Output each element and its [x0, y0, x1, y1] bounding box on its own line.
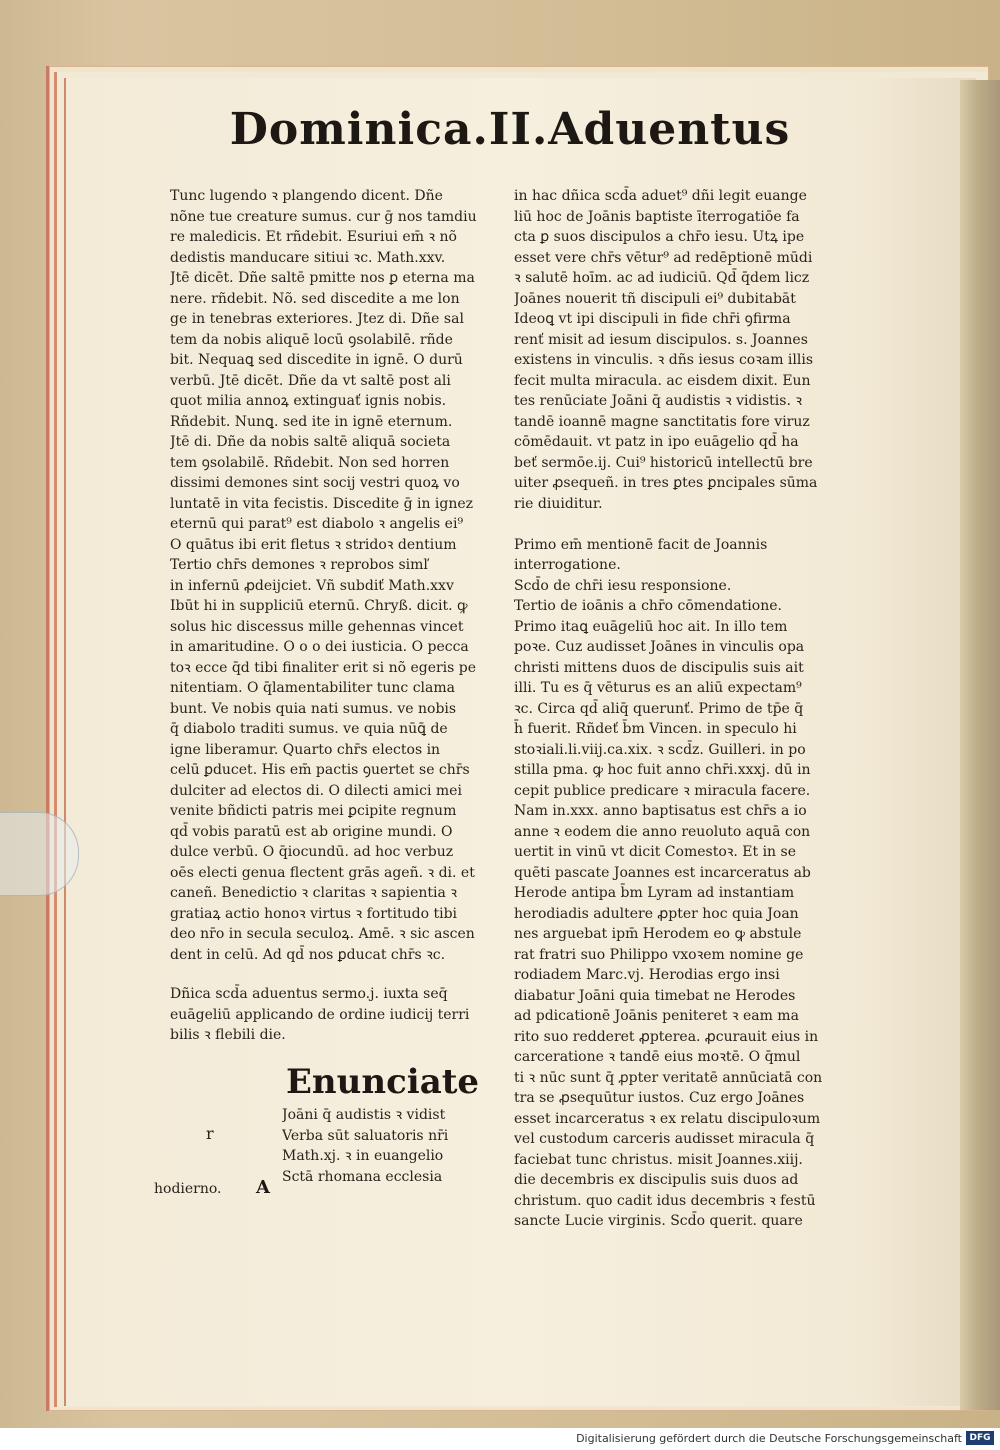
text-line: Jtē dicēt. Dñe saltē pmitte nos ꝑ eterna ma: [170, 270, 475, 286]
text-line: Jtē di. Dñe da nobis saltē aliquā societa: [170, 434, 451, 450]
text-line: Dñica scd̄a aduentus sermo.j. iuxta seq̄: [170, 986, 448, 1002]
text-line: dedistis manducare sitiui ꝛc. Math.xxv.: [170, 249, 446, 266]
text-line: quot milia annoꝝ extinguať ignis nobis.: [170, 393, 447, 409]
text-line: Math.xj. ꝛ in euangelio: [282, 1148, 444, 1164]
text-line: tem ꝯsolabilē. Rñdebit. Non sed horren: [170, 454, 450, 471]
footer-credit: Digitalisierung gefördert durch die Deutsche Forschungsgemeinschaft: [576, 1432, 962, 1445]
text-line: in infernū ꝓdeijciet. Vñ subdiť Math.xxv: [170, 577, 454, 594]
text-line: poꝛe. Cuz audisset Joānes in vinculis opa: [514, 639, 805, 655]
text-line: diabatur Joāni quia timebat ne Herodes: [514, 987, 796, 1004]
text-line: Nam in.xxx. anno baptisatus est chr̄s a io: [514, 803, 807, 819]
left-bottom-text: [282, 1105, 448, 1187]
text-line: oēs electi genua flectent grās ageñ. ꝛ di. et: [170, 864, 475, 881]
dfg-logo: DFG: [966, 1431, 994, 1445]
text-line: bilis ꝛ flebili die.: [170, 1027, 286, 1043]
text-line: dissimi demones sint socij vestri quoꝝ vo: [170, 475, 460, 491]
text-line: existens in vinculis. ꝛ dñs iesus coꝛam illis: [514, 352, 814, 368]
text-line: dulce verbū. O q̄iocundū. ad hoc verbuz: [170, 844, 454, 860]
text-line: bit. Nequaꝗ sed discedite in ignē. O durū: [170, 352, 463, 368]
text-line: rat fratri suo Philippo vxoꝛem nomine ge: [514, 946, 804, 963]
text-line: ti ꝛ nūc sunt q̄ ꝓpter veritatē annūciatā con: [514, 1069, 823, 1086]
text-line: q̄ diabolo traditi sumus. ve quia nūꝗ̄ de: [170, 721, 448, 737]
text-line: Tertio chr̄s demones ꝛ reprobos simľ: [170, 557, 428, 573]
text-line: euāgeliū applicando de ordine iudicij terri: [170, 1006, 470, 1023]
text-line: qd̄ vobis paratū est ab origine mundi. O: [170, 823, 453, 840]
text-line: Herode antipa b̄m Lyram ad instantiam: [514, 885, 795, 901]
text-line: ꝛ salutē hoīm. ac ad iudiciū. Qd̄ q̄dem licz: [514, 270, 810, 286]
text-line: Joānes nouerit tñ discipuli ei⁹ dubitabāt: [514, 290, 796, 307]
text-line: nitentiam. O q̄lamentabiliter tunc clama: [170, 680, 455, 696]
text-line: christum. quo cadit idus decembris ꝛ festū: [514, 1192, 816, 1209]
right-column: [514, 186, 854, 1232]
hodierno-text: hodierno.: [154, 1181, 222, 1197]
text-line: Tertio de ioānis a chr̄o cōmendatione.: [514, 598, 782, 614]
text-line: luntatē in vita fecistis. Discedite ḡ in ignez: [170, 495, 474, 512]
text-line: gratiaꝝ actio honoꝛ virtus ꝛ fortitudo tibi: [170, 905, 458, 922]
text-line: O quātus ibi erit fletus ꝛ stridoꝛ dentium: [170, 536, 457, 553]
text-line: caneñ. Benedictio ꝛ claritas ꝛ sapientia ꝛ: [170, 885, 457, 901]
text-line: rito suo redderet ꝓpterea. ꝓcurauit eius in: [514, 1028, 819, 1045]
text-line: fecit multa miracula. ac eisdem dixit. Eun: [514, 372, 811, 389]
left-column: [170, 186, 510, 965]
text-line: Primo itaꝗ euāgeliū hoc ait. In illo tem: [514, 618, 788, 635]
footer-bar: [0, 1428, 1000, 1450]
text-line: interrogatione.: [514, 557, 621, 573]
text-line: stilla pma. ꝙ hoc fuit anno chr̄i.xxxj. dū in: [514, 762, 811, 778]
text-line: verbū. Jtē dicēt. Dñe da vt saltē post ali: [170, 372, 451, 389]
text-line: Ibūt hi in suppliciū eternū. Chryß. dicit. ꝙ: [170, 598, 468, 614]
text-line: dulciter ad electos di. O dilecti amici mei: [170, 782, 462, 799]
text-line: [514, 514, 854, 535]
text-line: illi. Tu es q̄ vēturus es an aliū expectam⁹: [514, 680, 802, 696]
text-line: igne liberamur. Quarto chr̄s electos in: [170, 741, 441, 758]
text-line: rie diuiditur.: [514, 495, 603, 512]
text-line: sancte Lucie virginis. Scd̄o querit. quare: [514, 1213, 803, 1229]
text-line: herodiadis adultere ꝓpter hoc quia Joan: [514, 905, 799, 922]
text-line: stoꝛiali.li.viij.ca.xix. ꝛ scd̄z. Guilleri. in po: [514, 741, 806, 758]
text-line: Joāni q̄ audistis ꝛ vidist: [282, 1107, 446, 1123]
page-clip: [0, 812, 79, 896]
text-line: in amaritudine. O o o dei iusticia. O pecca: [170, 639, 469, 655]
text-line: deo nr̄o in secula seculoꝝ. Amē. ꝛ sic ascen: [170, 926, 475, 942]
text-line: rodiadem Marc.vj. Herodias ergo insi: [514, 967, 780, 983]
text-line: ad pdicationē Joānis peniteret ꝛ eam ma: [514, 1008, 799, 1024]
text-line: dent in celū. Ad qd̄ nos ꝑducat chr̄s ꝛc.: [170, 946, 446, 963]
text-line: vel custodum carceris audisset miracula q̄: [514, 1131, 815, 1147]
text-line: Rñdebit. Nunꝗ. sed ite in ignē eternum.: [170, 413, 453, 430]
text-line: christi mittens duos de discipulis suis ait: [514, 659, 804, 676]
text-line: cepit publice predicare ꝛ miracula facere.: [514, 782, 811, 799]
text-line: ge in tenebras exteriores. Jtez di. Dñe sal: [170, 311, 464, 327]
text-line: nõne tue creature sumus. cur ḡ nos tamdiu: [170, 208, 477, 225]
enunciate-heading: Enunciate: [286, 1062, 480, 1102]
text-line: renť misit ad iesum discipulos. s. Joannes: [514, 331, 808, 348]
text-line: eternū qui parat⁹ est diabolo ꝛ angelis ei⁹: [170, 516, 464, 532]
text-line: ꝛc. Circa qd̄ aliq̄ querunť. Primo de tp̄e q̄: [514, 700, 804, 717]
initial-a: A: [256, 1177, 270, 1198]
text-line: in hac dñica scd̄a aduet⁹ dñi legit euange: [514, 188, 807, 204]
text-line: cōmēdauit. vt patz in ipo euāgelio qd̄ ha: [514, 434, 799, 450]
text-line: celū ꝑducet. His em̄ pactis ꝯuertet se chr̄s: [170, 762, 470, 778]
text-line: Tunc lugendo ꝛ plangendo dicent. Dñe: [170, 188, 443, 204]
text-line: tra se ꝓsequūtur iustos. Cuz ergo Joānes: [514, 1090, 805, 1106]
text-line: Scd̄o de chr̄i iesu responsione.: [514, 577, 732, 594]
text-line: Ideoꝗ vt ipi discipuli in fide chr̄i ꝯfirma: [514, 311, 791, 327]
text-line: carceratione ꝛ tandē eius moꝛtē. O q̄mul: [514, 1049, 801, 1065]
text-line: tes renūciate Joāni q̄ audistis ꝛ vidistis. ꝛ: [514, 393, 802, 409]
text-line: Verba sūt saluatoris nr̄i: [282, 1127, 449, 1144]
text-line: esset incarceratus ꝛ ex relatu discipuloꝛum: [514, 1110, 821, 1127]
text-line: faciebat tunc christus. misit Joannes.xiij.: [514, 1151, 803, 1168]
left-sermo-heading: [170, 984, 510, 1046]
text-line: bunt. Ve nobis quia nati sumus. ve nobis: [170, 700, 457, 717]
text-line: esset vere chr̄s vētur⁹ ad redēptionē mūdi: [514, 249, 813, 266]
text-line: die decembris ex discipulis suis duos ad: [514, 1172, 799, 1188]
text-line: Primo em̄ mentionē facit de Joannis: [514, 536, 768, 553]
text-line: nere. rñdebit. Nõ. sed discedite a me lon: [170, 290, 460, 307]
text-line: h̄ fuerit. Rñdeť b̄m Vincen. in speculo hi: [514, 721, 797, 737]
text-line: uertit in vinū vt dicit Comestoꝛ. Et in se: [514, 844, 796, 860]
text-line: tandē ioannē magne sanctitatis fore viruz: [514, 413, 810, 430]
text-line: tem da nobis aliquē locū ꝯsolabilē. rñde: [170, 331, 453, 348]
text-line: toꝛ ecce q̄d tibi finaliter erit si nõ egeris pe: [170, 659, 477, 676]
margin-letter: r: [206, 1124, 214, 1143]
text-line: venite bñdicti patris mei ꝑcipite regnum: [170, 803, 457, 819]
text-line: Sctā rhomana ecclesia: [282, 1168, 443, 1185]
text-line: quēti pascate Joannes est incarceratus ab: [514, 864, 811, 881]
text-line: re maledicis. Et rñdebit. Esuriui em̄ ꝛ nõ: [170, 229, 457, 245]
text-line: nes arguebat ipm̄ Herodem eo ꝙ abstule: [514, 926, 802, 942]
text-line: cta ꝑ suos discipulos a chr̄o iesu. Utꝝ ipe: [514, 229, 805, 245]
page-title: Dominica.II.Aduentus: [229, 104, 791, 155]
text-line: solus hic discessus mille gehennas vincet: [170, 618, 464, 635]
text-line: uiter ꝓsequeñ. in tres ꝑtes ꝑncipales sūma: [514, 475, 818, 491]
text-line: liū hoc de Joānis baptiste īterrogatiōe fa: [514, 208, 800, 225]
book-gutter: [960, 80, 1000, 1410]
text-line: anne ꝛ eodem die anno reuoluto aquā con: [514, 823, 811, 840]
text-line: beť sermōe.ij. Cui⁹ historicū intellectū bre: [514, 454, 813, 471]
